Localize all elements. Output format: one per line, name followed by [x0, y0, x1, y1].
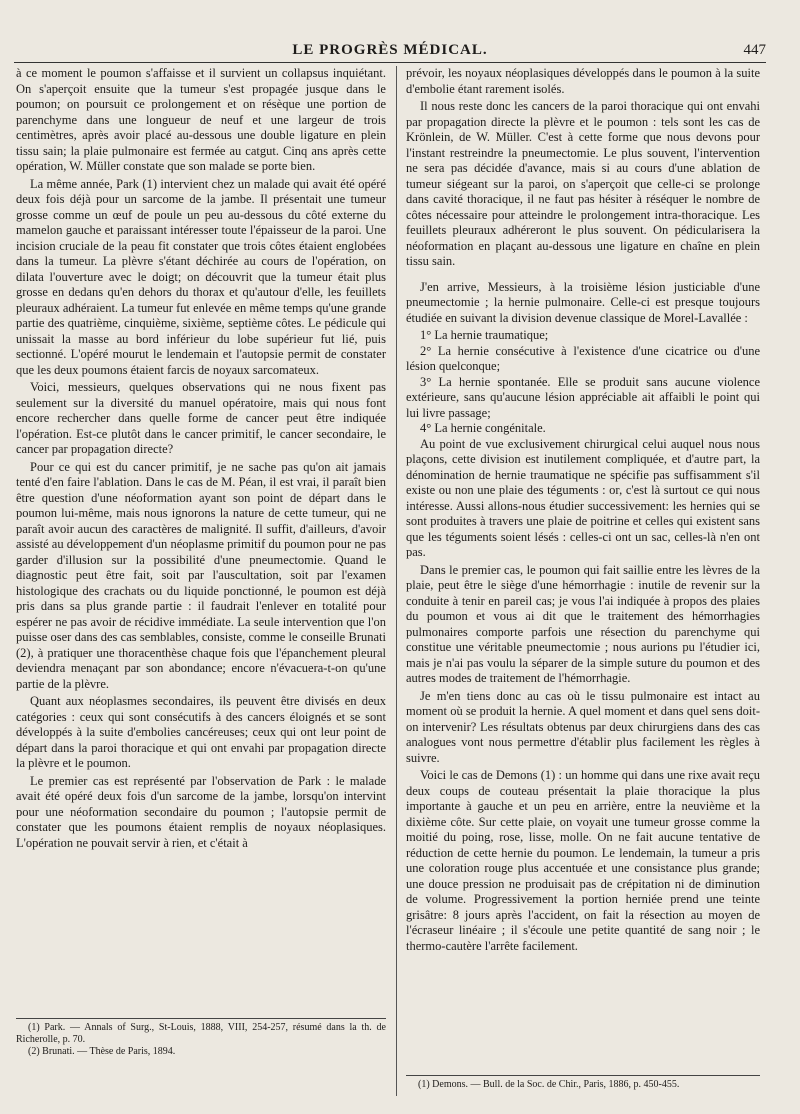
list-item: 4° La hernie congénitale.: [420, 421, 546, 435]
column-divider: [396, 66, 397, 1096]
footnote: (2) Brunati. — Thèse de Paris, 1894.: [28, 1046, 176, 1057]
paragraph: Au point de vue exclusivement chirurgical celui auquel nous nous plaçons, cette division est inutilement compliquée, et d'autre part, la dénomination de hernie traumatique ne spécifie pas suffisamment s'il existe ou non une plaie des téguments : or, c'est là surtout ce qui nous intéresse. Aussi allons-nous étudier successivement: les hernies qui se sont produites à travers une plaie de poitrine et celles qui existent sans que les téguments soient lésés : celles-ci ont un sac, celles-là n'en ont pas.: [406, 436, 760, 559]
paragraph: J'en arrive, Messieurs, à la troisième lésion justiciable d'une pneumectomie ; la hernie pulmonaire. Celle-ci est presque toujours étudiée en suivant la division devenue classique de Morel-Lavallée :: [406, 279, 760, 325]
paragraph: Je m'en tiens donc au cas où le tissu pulmonaire est intact au moment où se produit la hernie. A quel moment et dans quel sens doit-on intervenir? Les résultats obtenus par deux chirurgiens dans des cas analogues vont nous permettre d'établir plus facilement les règles à suivre.: [406, 688, 760, 765]
paragraph: Voici le cas de Demons (1) : un homme qui dans une rixe avait reçu deux coups de couteau présentait la plaie thoracique la plus importante à gauche et un peu en arrière, entre la neuvième et la dixième côte. Sur cette plaie, on voyait une tumeur grosse comme la moitié du poing, rose, lisse, molle. On ne fait aucune tentative de réduction de cette hernie du poumon. Le lendemain, la tumeur a pris une coloration rouge plus accentuée et une consistance plus grande; une douce pression ne produisait pas de crépitation ni de diminution de volume. Progressivement la portion herniée prend une teinte grisâtre: 8 jours après l'accident, on fait la résection au moyen de l'écraseur linéaire ; il s'écoule une petite quantité de sang noir ; le thermo-cautère l'arrête facilement.: [406, 768, 760, 953]
footnote-rule: [406, 1075, 760, 1091]
list-item: 1° La hernie traumatique;: [420, 328, 549, 342]
page-number: 447: [743, 42, 766, 58]
hernia-list: [406, 328, 760, 437]
list-item: 2° La hernie consécutive à l'existence d'une cicatrice ou d'une lésion quelconque;: [406, 343, 760, 373]
left-footnotes: [16, 1012, 386, 1058]
journal-title: LE PROGRÈS MÉDICAL.: [292, 42, 488, 58]
paragraph: Le premier cas est représenté par l'observation de Park : le malade avait été opéré deux fois d'un sarcome de la jambe, lorsqu'on intervint pour une néoformation secondaire du poumon ; l'autopsie permit de constater que les poumons étaient remplis de noyaux néoplasiques. L'opération ne pouvait servir à rien, et c'était à: [16, 773, 386, 850]
paragraph: prévoir, les noyaux néoplasiques développés dans le poumon à la suite d'embolie étant rarement isolés.: [406, 66, 760, 96]
footnote: (1) Demons. — Bull. de la Soc. de Chir., Paris, 1886, p. 450-455.: [418, 1079, 680, 1090]
right-footnotes: [406, 1069, 760, 1091]
footnote: (1) Park. — Annals of Surg., St-Louis, 1888, VIII, 254-257, résumé dans la th. de Richerolle, p. 70.: [16, 1022, 386, 1045]
paragraph: Quant aux néoplasmes secondaires, ils peuvent être divisés en deux catégories : ceux qui sont consécutifs à des cancers éloignés et se sont développés à la suite d'embolies cancéreuses; ceux qui ont leur point de départ dans la paroi thoracique et qui ont envahi par propagation directe la plèvre et le poumon.: [16, 694, 386, 770]
footnote-rule: [16, 1018, 386, 1058]
paragraph: Pour ce qui est du cancer primitif, je ne sache pas qu'on ait jamais tenté d'en faire l'ablation. Dans le cas de M. Péan, il est vrai, il paraît bien être question d'une néoformation ayant son point de départ dans le poumon lui-même, mais nous ignorons la nature de cette tumeur, qui ne paraît avoir aucun des caractères de malignité. Il suffit, d'ailleurs, d'avoir assisté au développement d'un néoplasme primitif du poumon pour ne pas garder d'illusion sur la possibilité d'une pneumectomie. Quand le diagnostic peut être fait, soit par l'auscultation, soit par l'examen histologique des crachats ou du liquide ponctionné, le poumon est déjà pris dans sa plus grande partie : il faudrait l'enlever en totalité pour espérer ne pas avoir de récidive immédiate. La seule intervention que l'on puisse oser dans des cas semblables, consiste, comme le conseille Brunati (2), à pratiquer une thoracenthèse chaque fois que l'épanchement pleural deviendra menaçant par son abondance; encore n'évacuera-t-on qu'une partie de la plèvre.: [16, 459, 386, 691]
left-column-text: [16, 66, 386, 1010]
paragraph: à ce moment le poumon s'affaisse et il survient un collapsus inquiétant. On s'aperçoit ensuite que la tumeur s'est propagée jusque dans le poumon; on poursuit ce prolongement et on résèque une portion de parenchyme dans une longueur de neuf et une largeur de trois centimètres, après avoir placé au-dessous une double ligature en plein tissu sain; la plaie pulmonaire est fermée au catgut. Cinq ans après cette opération, W. Müller constate que son malade se porte bien.: [16, 66, 386, 173]
list-item: 3° La hernie spontanée. Elle se produit sans aucune violence extérieure, sans qu'aucune lésion appréciable ait affaibli le point qui lui livre passage;: [406, 374, 760, 420]
paragraph: Dans le premier cas, le poumon qui fait saillie entre les lèvres de la plaie, peut être le siège d'une hémorrhagie : inutile de revenir sur la conduite à tenir en pareil cas; je vous l'ai indiquée à propos des plaies du poumon et vous ai dit que le traitement des hémorrhagies pulmonaires comporte parfois une résection du parenchyme qui constitue une véritable pneumectomie ; nous aurions pu l'étudier ici, mais je n'ai pas voulu la séparer de la simple suture du poumon et des autres modes de traitement de l'hémorrhagie.: [406, 562, 760, 685]
paragraph: Il nous reste donc les cancers de la paroi thoracique qui ont envahi par propagation directe la plèvre et le poumon : tels sont les cas de Krönlein, de W. Müller. C'est à cette forme que nous devons pour l'instant restreindre la pneumectomie. Le plus souvent, l'intervention ne sera pas décidée d'avance, mais si au cours d'une ablation de tumeur siégeant sur la paroi, on s'aperçoit que celle-ci se prolonge dans cavité thoracique, il ne faut pas hésiter à réséquer le nombre de côtes nécessaire pour atteindre le prolongement intra-thoracique. Les feuillets pleuraux adhéreront le plus souvent. On pédicularisera la néoformation en plaçant au-dessous une ligature en chaîne en plein tissu sain.: [406, 99, 760, 268]
right-column-text: [406, 66, 760, 1066]
paragraph: Voici, messieurs, quelques observations qui ne nous fixent pas seulement sur la diversité du manuel opératoire, mais qui nous font encore rechercher dans quelle forme de cancer peut être indiquée l'opération. Est-ce plutôt dans le cancer primitif, le cancer secondaire, le cancer par propagation directe?: [16, 380, 386, 456]
paragraph: La même année, Park (1) intervient chez un malade qui avait été opéré deux fois déjà pour un sarcome de la jambe. Il présentait une tumeur grosse comme un œuf de poule un peu au-dessous du côté externe du mamelon gauche et paraissant intéresser toute l'épaisseur de la paroi. Une incision cruciale de la peau fit constater que trois côtes étaient englobées dans la tumeur. La plèvre s'étant déchirée au cours de l'opération, on dilata l'ouverture avec le doigt; on découvrit que la tumeur était plus grosse en dedans qu'en dehors du thorax et qu'autour d'elle, les feuillets pleuraux adhéraient. La tumeur fut enlevée en même temps qu'une grande partie des quatrième, cinquième, sixième, septième côtes. Le pédicule qui unissait la masse au bord inférieur du lobe supérieur fut lié, puis sectionné. L'opéré mourut le lendemain et l'autopsie permit de constater que les deux poumons étaient farcis de noyaux sarcomateux.: [16, 176, 386, 377]
right-column: [406, 66, 760, 1096]
section-gap: [406, 272, 760, 280]
left-column: [16, 66, 386, 1096]
running-header: [14, 42, 766, 63]
